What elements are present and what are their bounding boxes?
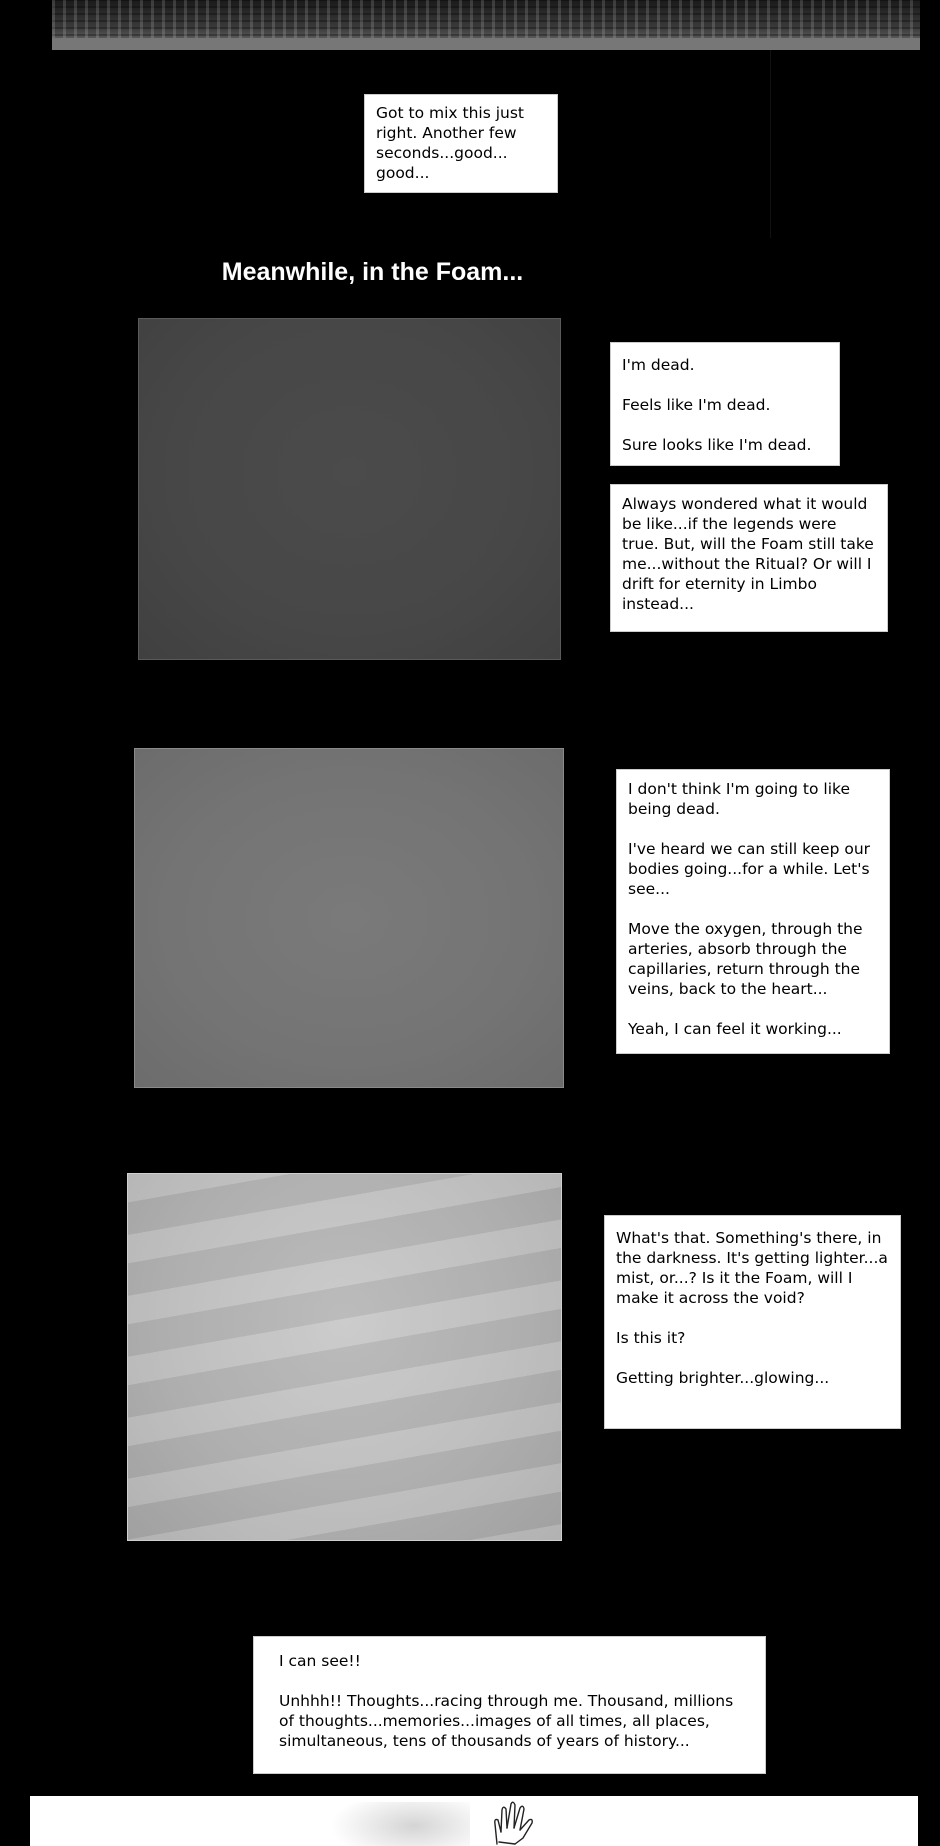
- caption-text: Getting brighter...glowing...: [616, 1369, 830, 1387]
- comic-panel-dark: [138, 318, 561, 660]
- scene-heading: Meanwhile, in the Foam...: [221, 258, 524, 286]
- caption-dont-think: [616, 769, 890, 1054]
- caption-text: I don't think I'm going to like being dead.: [628, 780, 850, 818]
- caption-mix: [364, 94, 558, 193]
- top-panel-machinery-art: [52, 0, 920, 50]
- caption-text: Unhhh!! Thoughts...racing through me. Thousand, millions of thoughts...memories...images of all times, all places, simultaneous, tens of thousands of years of history...: [279, 1692, 734, 1750]
- caption-text: I'm dead.: [622, 356, 695, 374]
- caption-i-can-see: [253, 1636, 766, 1774]
- mist-smudge: [330, 1802, 470, 1846]
- caption-text: I can see!!: [279, 1652, 361, 1670]
- comic-panel-mist: [127, 1173, 562, 1541]
- caption-text: Sure looks like I'm dead.: [622, 436, 812, 454]
- bottom-comic-panel: [30, 1796, 918, 1846]
- caption-text: Got to mix this just right. Another few seconds...good... good...: [376, 104, 524, 182]
- caption-whats-that: [604, 1215, 901, 1429]
- panel-bottom-edge: [52, 38, 920, 50]
- hand-drawing-icon: [485, 1798, 555, 1846]
- caption-text: Is this it?: [616, 1329, 686, 1347]
- caption-text: Yeah, I can feel it working...: [628, 1020, 842, 1038]
- caption-wondered: [610, 484, 888, 632]
- caption-text: Always wondered what it would be like...if the legends were true. But, will the Foam still take me...without the Ritual? Or will I drift for eternity in Limbo instead...: [622, 495, 874, 613]
- caption-text: Move the oxygen, through the arteries, absorb through the capillaries, return through the veins, back to the heart...: [628, 920, 863, 998]
- caption-dead: [610, 342, 840, 466]
- comic-panel-mid: [134, 748, 564, 1088]
- caption-text: What's that. Something's there, in the darkness. It's getting lighter...a mist, or...? Is it the Foam, will I make it across the void?: [616, 1229, 888, 1307]
- caption-text: Feels like I'm dead.: [622, 396, 771, 414]
- caption-text: I've heard we can still keep our bodies going...for a while. Let's see...: [628, 840, 871, 898]
